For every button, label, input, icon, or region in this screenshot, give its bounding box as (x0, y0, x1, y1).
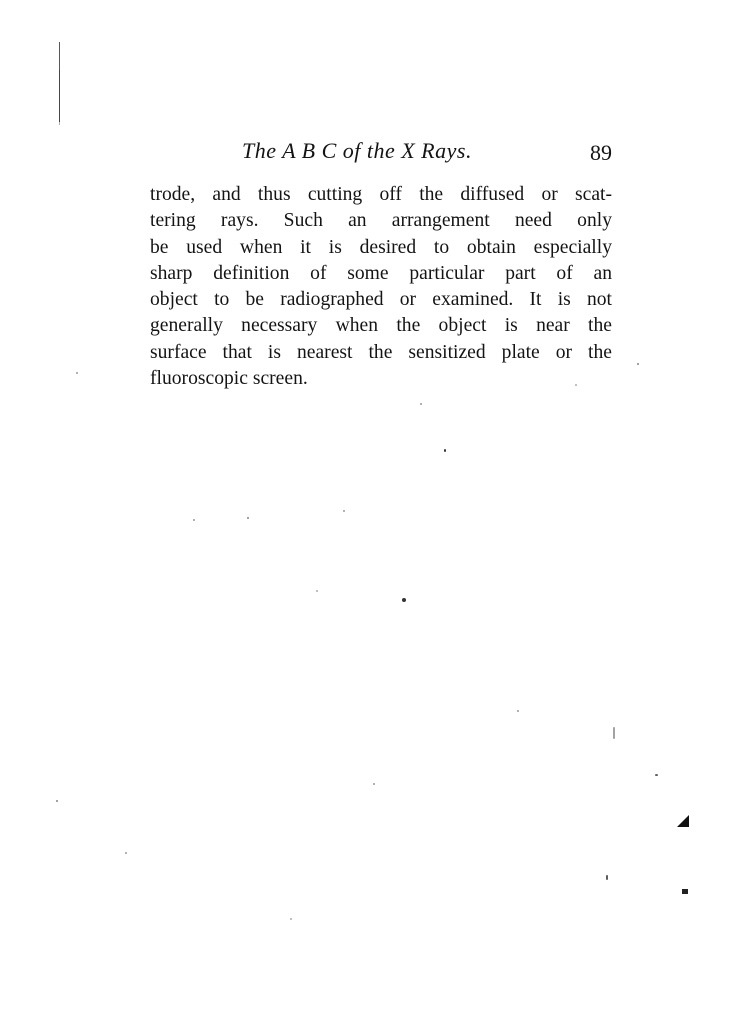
binding-edge-line-faint (59, 70, 60, 125)
dust-speck (56, 800, 58, 802)
text-line: fluoroscopic screen. (150, 368, 308, 390)
dust-speck (373, 783, 375, 785)
text-line: object to be radiographed or examined. It is not (150, 289, 612, 311)
dust-speck (76, 372, 78, 374)
dust-speck (247, 517, 249, 519)
text-line: sharp definition of some particular part of an (150, 262, 612, 284)
dust-speck (402, 598, 406, 602)
dust-speck (637, 363, 639, 365)
dust-speck (575, 384, 577, 386)
dust-speck (420, 403, 422, 405)
dust-speck (606, 875, 608, 880)
dust-speck (343, 510, 345, 512)
running-head (150, 138, 612, 168)
text-line: trode, and thus cutting off the diffused or scat- (150, 184, 612, 205)
dust-speck (193, 519, 195, 521)
running-head-title: The A B C of the X Rays. (242, 138, 472, 163)
dust-speck (316, 590, 318, 592)
dust-speck (290, 918, 292, 920)
text-line: be used when it is desired to obtain especially (150, 236, 612, 258)
page-number: 89 (590, 140, 612, 165)
scan-artifact-mark (682, 889, 688, 894)
text-line: generally necessary when the object is near the (150, 315, 612, 337)
dust-speck (613, 727, 615, 739)
text-line: surface that is nearest the sensitized plate or the (150, 341, 612, 363)
text-line: tering rays. Such an arrangement need only (150, 210, 612, 232)
dust-speck (517, 710, 519, 712)
scan-artifact-mark (677, 815, 689, 827)
body-text (150, 182, 612, 392)
dust-speck (444, 449, 446, 452)
dust-speck (125, 852, 127, 854)
dust-speck (655, 774, 658, 776)
